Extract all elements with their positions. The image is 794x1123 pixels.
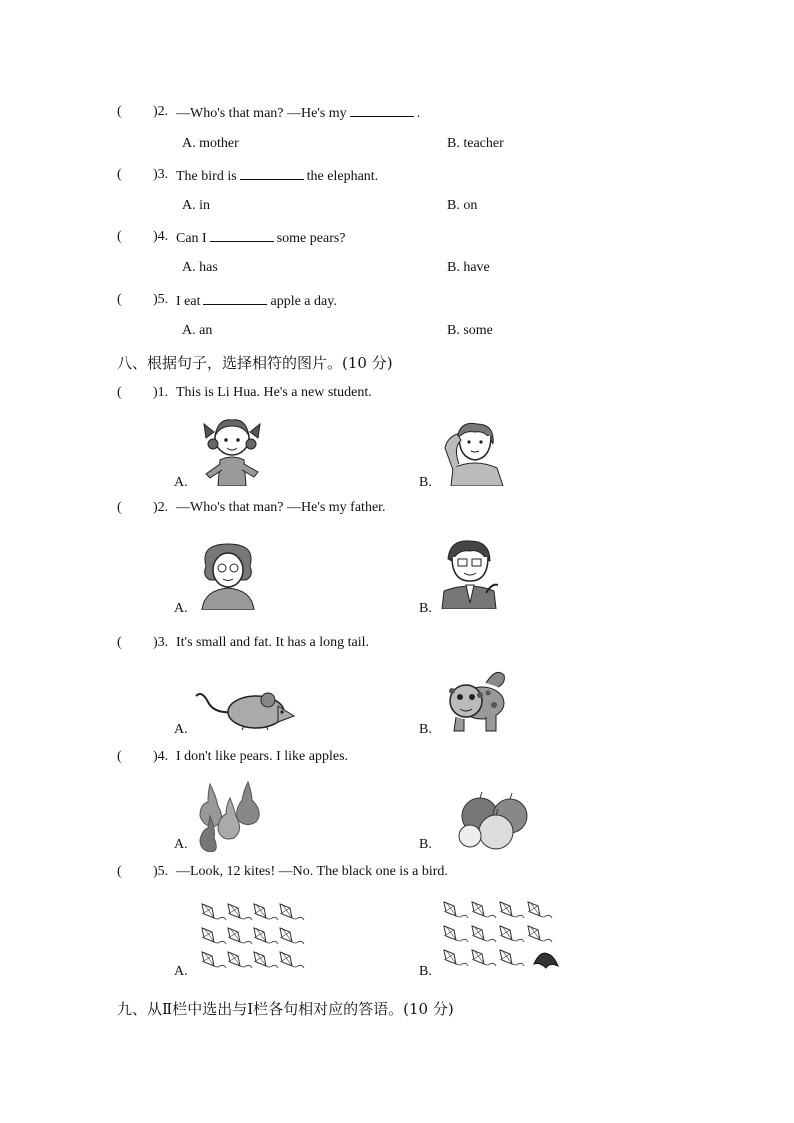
question-text: —Who's that man? —He's my father. xyxy=(176,500,386,515)
question-text: —Look, 12 kites! —No. The black one is a bird. xyxy=(176,864,448,879)
answer-blank[interactable] xyxy=(240,167,304,180)
paren-open: ( xyxy=(117,749,122,764)
question-number: )3. xyxy=(153,635,169,650)
option-a-label: A. xyxy=(174,601,188,616)
question-number: )2. xyxy=(153,104,169,119)
question-number: )4. xyxy=(153,229,169,244)
option-b: B. teacher xyxy=(447,136,504,151)
option-b-label: B. xyxy=(419,837,432,852)
option-a: A. has xyxy=(182,260,218,275)
question-number: )5. xyxy=(153,864,169,879)
pears-icon[interactable] xyxy=(196,778,268,852)
answer-blank[interactable] xyxy=(203,292,267,305)
kites-icon[interactable] xyxy=(200,900,310,976)
kites-and-bird-icon[interactable] xyxy=(442,898,562,974)
option-b: B. on xyxy=(447,198,478,213)
option-a: A. in xyxy=(182,198,210,213)
section-8-title: 八、根据句子，选择相符的图片。(10 分) xyxy=(117,354,393,372)
question-text: It's small and fat. It has a long tail. xyxy=(176,635,370,650)
paren-open: ( xyxy=(117,292,122,307)
question-text: I eat apple a day. xyxy=(176,294,337,309)
girl-icon[interactable] xyxy=(200,412,264,486)
paren-open: ( xyxy=(117,385,122,400)
question-text: The bird is the elephant. xyxy=(176,169,379,184)
option-b-label: B. xyxy=(419,964,432,979)
boy-icon[interactable] xyxy=(437,418,507,486)
question-number: )2. xyxy=(153,500,169,515)
option-b-label: B. xyxy=(419,475,432,490)
option-b: B. some xyxy=(447,323,493,338)
question-number: )5. xyxy=(153,292,169,307)
option-b-label: B. xyxy=(419,601,432,616)
option-a-label: A. xyxy=(174,722,188,737)
question-text: I don't like pears. I like apples. xyxy=(176,749,349,764)
paren-open: ( xyxy=(117,229,122,244)
option-b: B. have xyxy=(447,260,490,275)
paren-open: ( xyxy=(117,167,122,182)
paren-open: ( xyxy=(117,500,122,515)
question-number: )3. xyxy=(153,167,169,182)
question-number: )1. xyxy=(153,385,169,400)
section-9-title: 九、从Ⅱ栏中选出与Ⅰ栏各句相对应的答语。(10 分) xyxy=(117,1000,454,1018)
apples-icon[interactable] xyxy=(458,790,532,850)
answer-blank[interactable] xyxy=(350,104,414,117)
option-a: A. an xyxy=(182,323,213,338)
option-a-label: A. xyxy=(174,475,188,490)
answer-blank[interactable] xyxy=(210,229,274,242)
question-text: Can I some pears? xyxy=(176,231,346,246)
paren-open: ( xyxy=(117,635,122,650)
man-with-glasses-icon[interactable] xyxy=(440,537,498,609)
question-text: This is Li Hua. He's a new student. xyxy=(176,385,372,400)
paren-open: ( xyxy=(117,864,122,879)
option-a: A. mother xyxy=(182,136,239,151)
toy-dog-icon[interactable] xyxy=(440,665,510,735)
option-a-label: A. xyxy=(174,964,188,979)
question-number: )4. xyxy=(153,749,169,764)
option-b-label: B. xyxy=(419,722,432,737)
paren-open: ( xyxy=(117,104,122,119)
question-text: —Who's that man? —He's my . xyxy=(176,106,421,121)
option-a-label: A. xyxy=(174,837,188,852)
grandma-icon[interactable] xyxy=(198,540,258,610)
mouse-icon[interactable] xyxy=(194,686,296,732)
